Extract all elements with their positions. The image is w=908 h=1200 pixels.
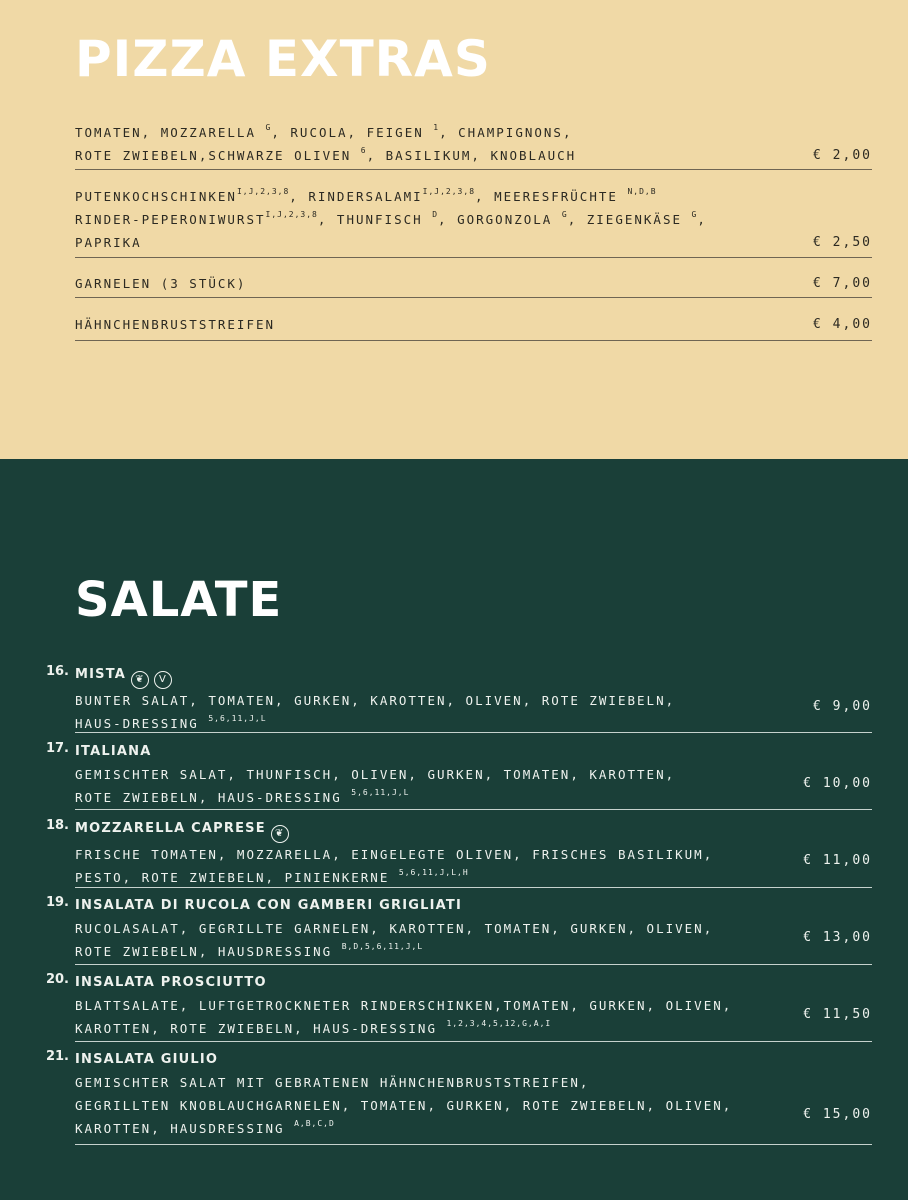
price: € 2,50 <box>813 235 872 250</box>
leaf-icon: ❦ <box>131 671 149 689</box>
allergen-code: N,D,B <box>627 187 657 196</box>
allergen-code: G <box>691 210 698 219</box>
salad-description: BLATTSALATE, LUFTGETROCKNETER RINDERSCHINKEN,TOMATEN, GURKEN, OLIVEN, <box>75 998 733 1013</box>
salad-name: ITALIANA <box>75 744 152 759</box>
salad-row <box>45 1049 872 1145</box>
leaf-icon: ❦ <box>271 825 289 843</box>
salad-description: ROTE ZWIEBELN, HAUSDRESSING $^{B,D,5,6,11,J,L}$ <box>75 942 424 959</box>
price: € 10,00 <box>803 776 872 791</box>
salate-section <box>0 459 908 1200</box>
salate-title: SALATE <box>75 572 283 628</box>
salad-description: GEMISCHTER SALAT, THUNFISCH, OLIVEN, GURKEN, TOMATEN, KAROTTEN, <box>75 767 676 782</box>
allergen-code: I,J,2,3,8 <box>236 187 290 196</box>
item-number: 17. <box>45 741 69 756</box>
allergen-code: D <box>432 210 439 219</box>
allergen-code: I,J,2,3,8 <box>265 210 318 219</box>
allergen-code: 5,6,11,J,L <box>208 714 267 723</box>
salad-name: MISTA ❦ V <box>75 664 872 689</box>
allergen-code: I,J,2,3,8 <box>422 187 476 196</box>
extras-description: PAPRIKA <box>75 235 142 250</box>
item-number: 18. <box>45 818 69 833</box>
allergen-code: A,B,C,D <box>294 1119 335 1128</box>
extras-description: TOMATEN, MOZZARELLA $^G$, RUCOLA, FEIGEN $^1$, CHAMPIGNONS, <box>75 123 573 140</box>
extras-row <box>75 185 872 258</box>
salad-row <box>45 895 872 965</box>
extras-row <box>75 272 872 298</box>
price: € 4,00 <box>813 317 872 332</box>
salad-row <box>45 972 872 1042</box>
allergen-code: B,D,5,6,11,J,L <box>341 942 424 951</box>
extras-description: RINDER-$PEPERONIWURST^{I,J,2,3,8}$, THUNFISCH $^D$, GORGONZOLA $^G$, ZIEGENKÄSE $^G$, <box>75 210 707 227</box>
salad-name: INSALATA GIULIO <box>75 1052 219 1067</box>
extras-row <box>75 313 872 341</box>
price: € 13,00 <box>803 930 872 945</box>
vegan-icon: V <box>154 671 172 689</box>
salad-description: PESTO, ROTE ZWIEBELN, PINIENKERNE $^{5,6,11,J,L,H}$ <box>75 868 469 885</box>
salad-row <box>45 741 872 810</box>
allergen-code: 5,6,11,J,L <box>351 788 410 797</box>
pizza-extras-title: PIZZA EXTRAS <box>75 30 491 88</box>
salad-description: KAROTTEN, HAUSDRESSING $^{A,B,C,D}$ <box>75 1119 335 1136</box>
price: € 11,50 <box>803 1007 872 1022</box>
salad-description: GEMISCHTER SALAT MIT GEBRATENEN HÄHNCHENBRUSTSTREIFEN, <box>75 1075 590 1090</box>
allergen-code: G <box>561 210 568 219</box>
allergen-code: 5,6,11,J,L,H <box>398 868 469 877</box>
extras-description: GARNELEN (3 STÜCK) <box>75 276 247 291</box>
item-number: 20. <box>45 972 69 987</box>
pizza-extras-section <box>0 0 908 459</box>
item-number: 16. <box>45 664 69 679</box>
salad-name: INSALATA DI RUCOLA CON GAMBERI GRIGLIATI <box>75 898 462 913</box>
allergen-code: 1 <box>433 123 440 132</box>
salad-name: MOZZARELLA CAPRESE ❦ <box>75 818 872 843</box>
salad-description: HAUS-DRESSING $^{5,6,11,J,L}$ <box>75 714 267 731</box>
salad-description: BUNTER SALAT, TOMATEN, GURKEN, KAROTTEN, OLIVEN, ROTE ZWIEBELN, <box>75 693 676 708</box>
salad-name: INSALATA PROSCIUTTO <box>75 975 267 990</box>
allergen-code: 6 <box>360 146 367 155</box>
allergen-code: G <box>265 123 272 132</box>
extras-description: $PUTENKOCHSCHINKEN^{I,J,2,3,8}$, $RINDERSALAMI^{I,J,2,3,8}$, MEERESFRÜCHTE $^{N,D,B}$ <box>75 187 657 204</box>
salad-description: RUCOLASALAT, GEGRILLTE GARNELEN, KAROTTEN, TOMATEN, GURKEN, OLIVEN, <box>75 921 714 936</box>
salad-row <box>45 818 872 888</box>
price: € 2,00 <box>813 148 872 163</box>
allergen-code: 1,2,3,4,5,12,G,A,I <box>446 1019 552 1028</box>
item-number: 19. <box>45 895 69 910</box>
salad-description: GEGRILLTEN KNOBLAUCHGARNELEN, TOMATEN, GURKEN, ROTE ZWIEBELN, OLIVEN, <box>75 1098 733 1113</box>
salad-row <box>45 664 872 733</box>
extras-row <box>75 121 872 170</box>
salad-description: KAROTTEN, ROTE ZWIEBELN, HAUS-DRESSING $^{1,2,3,4,5,12,G,A,I}$ <box>75 1019 552 1036</box>
item-number: 21. <box>45 1049 69 1064</box>
price: € 15,00 <box>803 1107 872 1122</box>
extras-description: ROTE ZWIEBELN,SCHWARZE OLIVEN $^6$, BASILIKUM, KNOBLAUCH <box>75 146 577 163</box>
extras-description: HÄHNCHENBRUSTSTREIFEN <box>75 317 276 332</box>
price: € 7,00 <box>813 276 872 291</box>
price: € 9,00 <box>813 699 872 714</box>
price: € 11,00 <box>803 853 872 868</box>
salad-description: ROTE ZWIEBELN, HAUS-DRESSING $^{5,6,11,J,L}$ <box>75 788 410 805</box>
salad-description: FRISCHE TOMATEN, MOZZARELLA, EINGELEGTE OLIVEN, FRISCHES BASILIKUM, <box>75 847 714 862</box>
